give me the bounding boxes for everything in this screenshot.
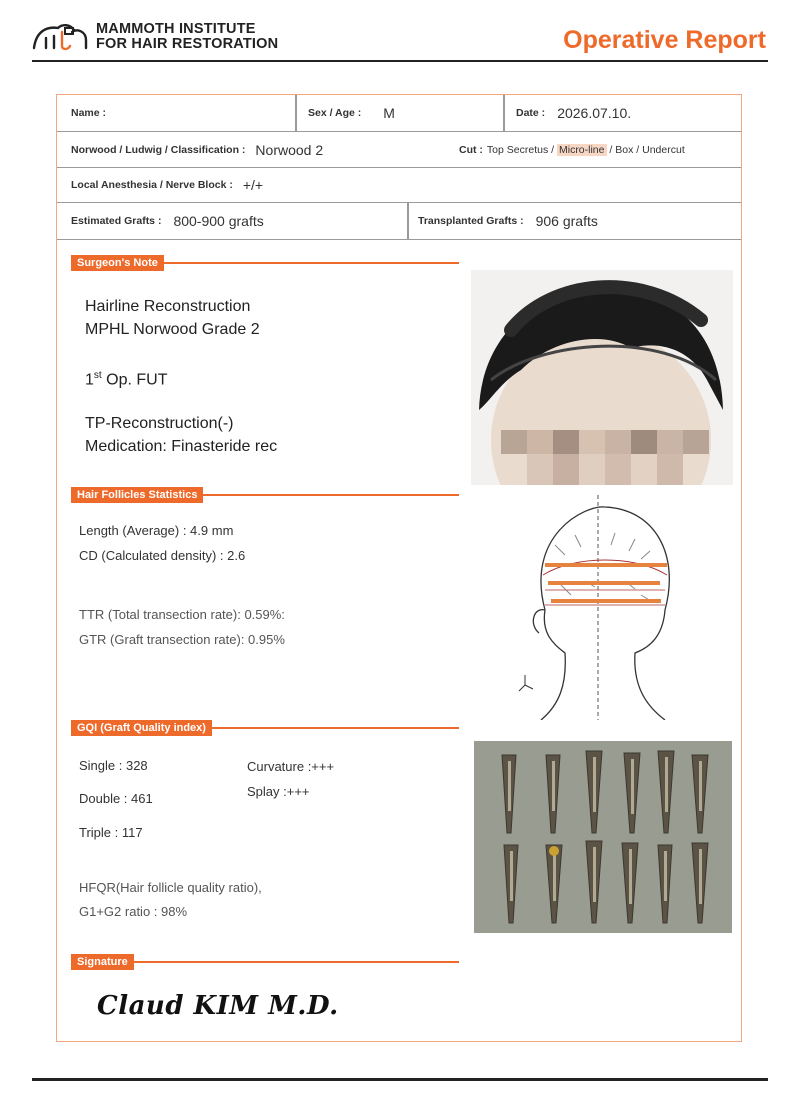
cut-option-undercut: Undercut xyxy=(642,143,685,156)
footer-divider xyxy=(32,1078,768,1081)
surgeons-note-body xyxy=(85,295,277,458)
anesthesia-label: Local Anesthesia / Nerve Block : xyxy=(71,179,233,191)
institute-name xyxy=(96,22,278,52)
section-tag: Signature xyxy=(71,954,134,970)
cut-option-box: Box xyxy=(615,143,634,156)
op-ordinal: st xyxy=(93,370,102,381)
section-tag: Hair Follicles Statistics xyxy=(71,487,203,503)
section-rule xyxy=(203,494,459,496)
stat-gtr: GTR (Graft transection rate): 0.95% xyxy=(79,632,285,647)
classification-label: Norwood / Ludwig / Classification : xyxy=(71,143,246,156)
cut-separator: / xyxy=(636,143,643,156)
cut-option-top-secretus: Top Secretus xyxy=(486,143,549,156)
institute-name-line2: FOR HAIR RESTORATION xyxy=(96,36,279,52)
sex-age-cell xyxy=(308,95,498,131)
note-line: MPHL Norwood Grade 2 xyxy=(85,321,260,338)
divider xyxy=(503,95,505,131)
note-line: TP-Reconstruction(-) xyxy=(85,415,234,433)
report-frame xyxy=(56,94,742,1042)
estimated-grafts-label: Estimated Grafts : xyxy=(71,215,162,227)
classification-cell xyxy=(71,132,431,167)
graft-microscope-photo xyxy=(474,741,732,933)
gqi-triple: Triple : 117 xyxy=(79,825,143,840)
gqi-splay: Splay :+++ xyxy=(247,784,310,799)
transplanted-grafts-value: 906 grafts xyxy=(535,213,598,229)
section-rule xyxy=(212,727,459,729)
classification-value: Norwood 2 xyxy=(255,141,324,158)
gqi-double: Double : 461 xyxy=(79,791,153,806)
surgeons-note-heading xyxy=(71,255,459,271)
transplanted-grafts-cell xyxy=(418,203,728,239)
section-rule xyxy=(164,262,459,264)
estimated-grafts-cell xyxy=(71,203,391,239)
date-cell xyxy=(516,95,736,131)
stat-length: Length (Average) : 4.9 mm xyxy=(79,523,234,538)
sex-age-value: M xyxy=(383,105,395,121)
note-line-op xyxy=(85,364,277,391)
cut-separator: / xyxy=(551,143,557,156)
op-type: Op. FUT xyxy=(101,371,168,389)
divider xyxy=(295,95,297,131)
date-label: Date : xyxy=(516,107,546,119)
cut-options xyxy=(487,144,685,156)
follicle-stats-heading xyxy=(71,487,459,503)
cut-option-micro-line: Micro-line xyxy=(558,143,605,156)
gqi-heading xyxy=(71,720,459,736)
donor-area-head-diagram-icon xyxy=(515,495,685,720)
surgeon-signature: Claud KIM M.D. xyxy=(97,991,339,1021)
transplanted-grafts-label: Transplanted Grafts : xyxy=(418,215,524,227)
gqi-ratio: G1+G2 ratio : 98% xyxy=(79,904,188,919)
divider xyxy=(407,203,409,239)
op-number: 1 xyxy=(85,371,94,389)
name-cell xyxy=(71,95,291,131)
section-rule xyxy=(134,961,459,963)
gqi-curvature: Curvature :+++ xyxy=(247,759,335,774)
row-classification-cut xyxy=(57,132,741,168)
cut-label: Cut : xyxy=(459,143,483,156)
patient-hairline-photo xyxy=(471,270,733,485)
stat-cd: CD (Calculated density) : 2.6 xyxy=(79,548,246,563)
section-tag: GQI (Graft Quality index) xyxy=(71,720,212,736)
row-anesthesia xyxy=(57,168,741,203)
name-label: Name : xyxy=(71,107,107,119)
institute-name-line1: MAMMOTH INSTITUTE xyxy=(96,21,256,37)
gqi-single: Single : 328 xyxy=(79,758,148,773)
row-name-sex-date xyxy=(57,95,741,132)
anesthesia-cell xyxy=(71,168,571,202)
cut-cell xyxy=(459,132,739,167)
sex-age-label: Sex / Age : xyxy=(308,107,362,119)
section-tag: Surgeon's Note xyxy=(71,255,164,271)
note-line: Medication: Finasteride rec xyxy=(85,438,278,456)
header-divider xyxy=(32,60,768,62)
gqi-hfqr: HFQR(Hair follicle quality ratio), xyxy=(79,880,262,895)
signature-heading xyxy=(71,954,459,970)
row-grafts xyxy=(57,203,741,240)
anesthesia-value: +/+ xyxy=(242,177,264,193)
institute-logo-icon xyxy=(32,20,92,57)
date-value: 2026.07.10. xyxy=(557,105,632,121)
cut-separator: / xyxy=(609,143,616,156)
estimated-grafts-value: 800-900 grafts xyxy=(173,213,264,229)
stat-ttr: TTR (Total transection rate): 0.59%: xyxy=(79,607,285,622)
note-line: Hairline Reconstruction xyxy=(85,298,251,315)
report-title: Operative Report xyxy=(563,26,766,54)
